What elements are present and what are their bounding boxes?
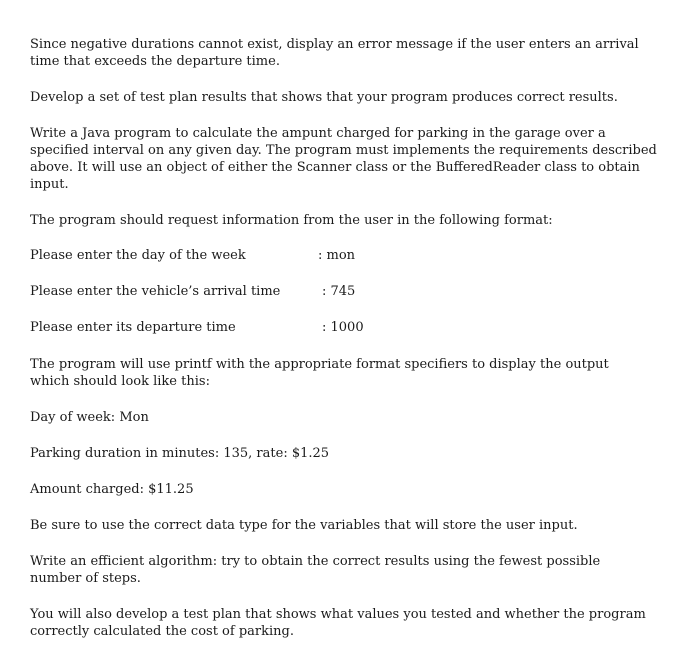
sample-output-duration: Parking duration in minutes: 135, rate: $1.25 xyxy=(30,446,330,461)
paragraph-output-intro: The program will use printf with the appropriate format specifiers to display the output which should look like this: xyxy=(30,357,609,389)
prompt-departure-label: Please enter its departure time xyxy=(30,320,236,335)
paragraph-data-type: Be sure to use the correct data type for the variables that will store the user input. xyxy=(30,518,578,533)
document-body xyxy=(30,36,670,640)
paragraph-test-plan-closing: You will also develop a test plan that shows what values you tested and whether the program correctly calculated the cost of parking. xyxy=(30,607,646,639)
prompt-arrival-row xyxy=(30,284,670,301)
prompt-day-label: Please enter the day of the week xyxy=(30,248,246,263)
paragraph-java-program: Write a Java program to calculate the ampunt charged for parking in the garage over a specified interval on any given day. The program must implements the requirements described above. It will use an object of either the Scanner class or the BufferedReader class to obtain input. xyxy=(30,126,657,192)
paragraph-request-format: The program should request information from the user in the following format: xyxy=(30,213,553,228)
sample-output-amount: Amount charged: $11.25 xyxy=(30,482,194,497)
paragraph-test-plan: Develop a set of test plan results that shows that your program produces correct results. xyxy=(30,90,618,105)
prompt-departure-row xyxy=(30,320,670,337)
paragraph-efficient-algorithm: Write an efficient algorithm: try to obtain the correct results using the fewest possible number of steps. xyxy=(30,554,601,586)
prompt-arrival-value: : 745 xyxy=(322,284,356,299)
prompt-day-row xyxy=(30,248,670,265)
paragraph-error-message: Since negative durations cannot exist, display an error message if the user enters an arrival time that exceeds the departure time. xyxy=(30,37,639,69)
prompt-arrival-label: Please enter the vehicle’s arrival time xyxy=(30,284,281,299)
prompt-departure-value: : 1000 xyxy=(322,320,364,335)
prompt-day-value: : mon xyxy=(318,248,356,263)
sample-output-day: Day of week: Mon xyxy=(30,410,149,425)
